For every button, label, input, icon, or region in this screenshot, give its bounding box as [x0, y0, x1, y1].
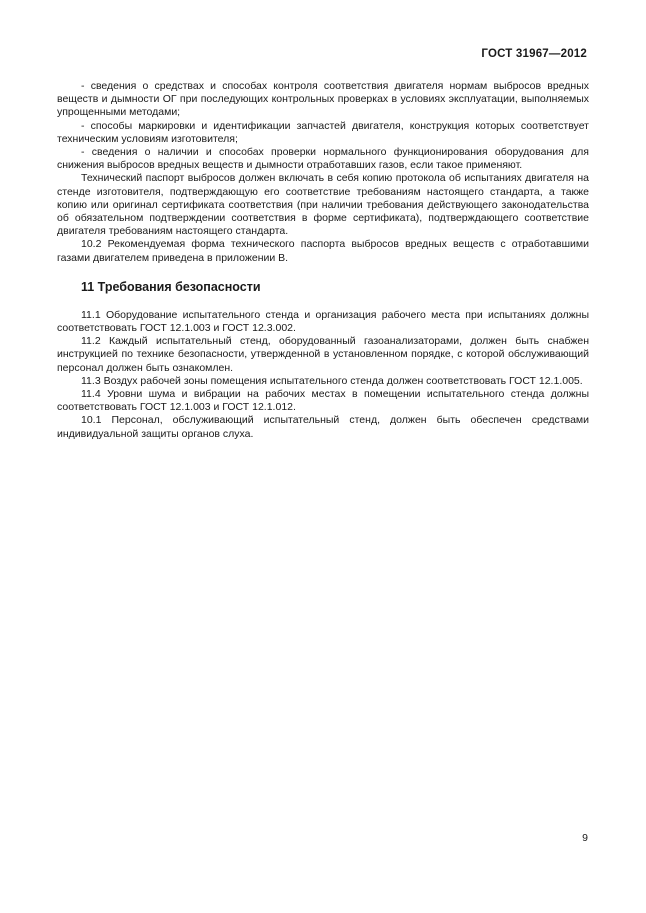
- paragraph-11-3: 11.3 Воздух рабочей зоны помещения испытательного стенда должен соответствовать ГОСТ 12.1.005.: [81, 374, 583, 387]
- paragraph-technical-passport: Технический паспорт выбросов должен включать в себя копию протокола об испытаниях двигателя на стенде изготовителя, подтверждающую его соответствие требованиям настоящего стандарта, а также копию или оригинал сертификата соответствия (при наличии требования действующего законодательства об обязательном подтверждении соответствия в форме сертификата), подтверждающего соответствие двигателя требованиям настоящего стандарта.: [57, 172, 589, 238]
- paragraph-10-1-personnel: 10.1 Персонал, обслуживающий испытательный стенд, должен быть обеспечен средствами индивидуальной защиты органов слуха.: [57, 414, 589, 440]
- paragraph-control-means: - сведения о средствах и способах контроля соответствия двигателя нормам выбросов вредных веществ и дымности ОГ при последующих контрольных проверках в условиях эксплуатации, выполняемых упрощенными методами;: [57, 80, 589, 119]
- paragraph-11-2: 11.2 Каждый испытательный стенд, оборудованный газоанализаторами, должен быть снабжен инструкцией по технике безопасности, утвержденной в установленном порядке, с которой обслуживающий персонал должен быть ознакомлен.: [57, 335, 589, 374]
- paragraph-marking-methods: - способы маркировки и идентификации запчастей двигателя, конструкция которых соответствует техническим условиям изготовителя;: [57, 119, 589, 145]
- section-title-safety: 11 Требования безопасности: [81, 279, 261, 294]
- paragraph-11-4: 11.4 Уровни шума и вибрации на рабочих местах в помещении испытательного стенда должны соответствовать ГОСТ 12.1.003 и ГОСТ 12.1.012.: [57, 388, 589, 414]
- paragraph-equipment-check: - сведения о наличии и способах проверки нормального функционирования оборудования для снижения выбросов вредных веществ и дымности отработавших газов, если такое применяют.: [57, 146, 589, 172]
- paragraph-11-1: 11.1 Оборудование испытательного стенда и организация рабочего места при испытаниях должны соответствовать ГОСТ 12.1.003 и ГОСТ 12.3.002.: [57, 308, 589, 335]
- document-body: [57, 80, 589, 441]
- paragraph-10-2: 10.2 Рекомендуемая форма технического паспорта выбросов вредных веществ с отработавшими газами двигателем приведена в приложении В.: [57, 238, 589, 264]
- page-number: 9: [582, 832, 588, 844]
- document-code-header: ГОСТ 31967—2012: [481, 48, 587, 60]
